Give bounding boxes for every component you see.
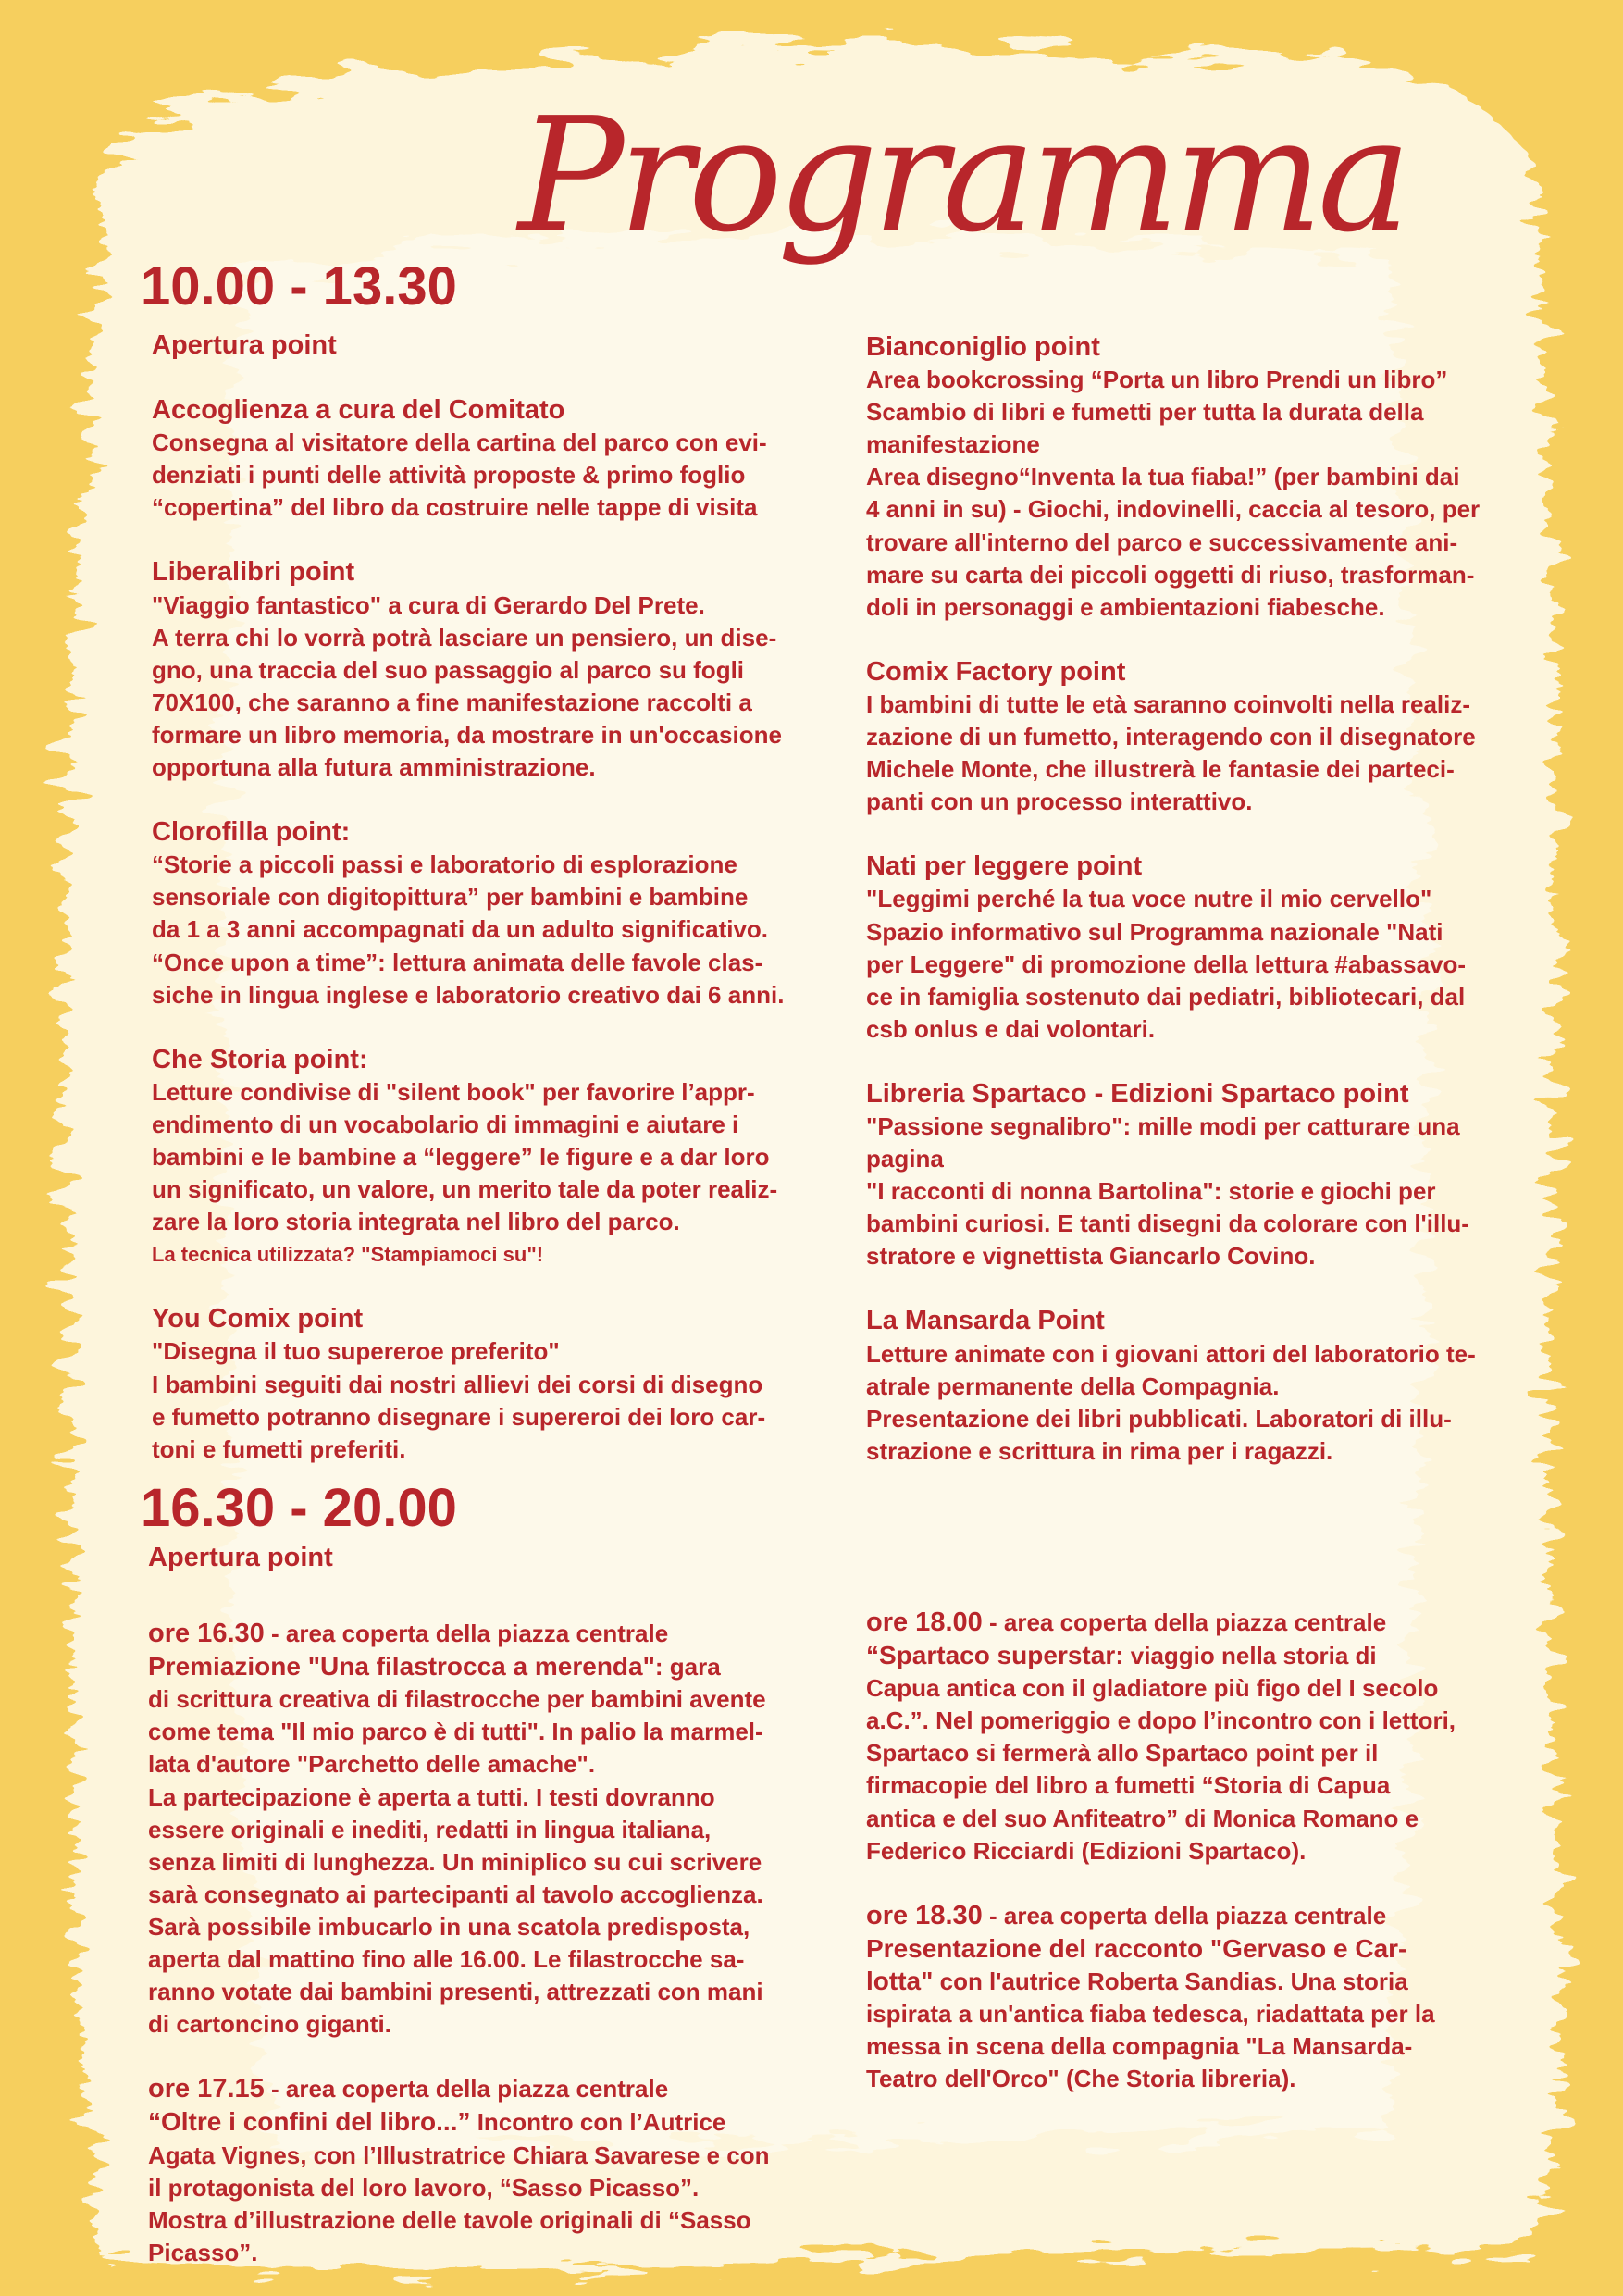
section-line: “Once upon a time”: lettura animata delle favole clas-: [152, 948, 763, 976]
section-line: Scambio di libri e fumetti per tutta la durata della: [866, 398, 1424, 427]
section-line: denziati i punti delle attività proposte & primo foglio: [152, 461, 746, 490]
event-line: senza limiti di lunghezza. Un miniplico su cui scrivere: [148, 1847, 762, 1876]
event-time: ore 17.15: [148, 2074, 265, 2104]
section-line: 70X100, che saranno a fine manifestazione raccolti a: [152, 688, 752, 716]
section-line: stratore e vignettista Giancarlo Covino.: [866, 1242, 1316, 1271]
section-line: "Leggimi perché la tua voce nutre il mio cervello": [866, 885, 1432, 913]
section-line: Spazio informativo sul Programma nazionale "Nati: [866, 917, 1443, 946]
event-place: - area coperta della piazza centrale: [264, 2075, 669, 2104]
section-line: “copertina” del libro da costruire nelle tappe di visita: [152, 493, 758, 522]
afternoon-time: 16.30 - 20.00: [141, 1478, 457, 1538]
section-line: mare su carta dei piccoli oggetti di riuso, trasforman-: [866, 560, 1475, 589]
section-line: sensoriale con digitopittura” per bambini e bambine: [152, 883, 749, 912]
section-line: doli in personaggi e ambientazioni fiabesche.: [866, 592, 1385, 621]
section-heading: Nati per leggere point: [866, 851, 1143, 882]
event-line: Mostra d’illustrazione delle tavole originali di “Sasso: [148, 2205, 751, 2234]
section-line: opportuna alla futura amministrazione.: [152, 753, 596, 782]
event-line: Spartaco si fermerà allo Spartaco point per il: [866, 1739, 1379, 1768]
morning-left-column: [152, 329, 855, 1466]
morning-right-column: [866, 331, 1551, 1468]
section-line: strazione e scrittura in rima per i ragazzi.: [866, 1436, 1333, 1465]
section-heading: Comix Factory point: [866, 656, 1126, 687]
section-line: un significato, un valore, un merito tale da poter realiz-: [152, 1175, 778, 1204]
event-line: come tema "Il mio parco è di tutti". In palio la marmel-: [148, 1718, 763, 1746]
section-line: "I racconti di nonna Bartolina": storie e giochi per: [866, 1177, 1436, 1206]
event-time: ore 18.00: [866, 1607, 983, 1637]
event-line: lata d'autore "Parchetto delle amache".: [148, 1750, 596, 1779]
section-line: Area disegno“Inventa la tua fiaba!” (per bambini dai: [866, 463, 1460, 491]
event-line: aperta dal mattino fino alle 16.00. Le filastrocche sa-: [148, 1945, 745, 1974]
section-line: toni e fumetti preferiti.: [152, 1434, 406, 1463]
event-line: ispirata a un'antica fiaba tedesca, riadattata per la: [866, 2000, 1435, 2029]
section-heading: Accoglienza a cura del Comitato: [152, 395, 565, 426]
event-line: ranno votate dai bambini presenti, attrezzati con mani: [148, 1978, 763, 2006]
section-line: Michele Monte, che illustrerà le fantasie dei parteci-: [866, 755, 1455, 784]
event-line: messa in scena della compagnia "La Mansarda-: [866, 2032, 1413, 2061]
event-title-tail: con l'autrice Roberta Sandias. Una storia: [933, 1967, 1408, 1995]
section-line: formare un libro memoria, da mostrare in un'occasione: [152, 720, 782, 749]
event-line: Capua antica con il gladiatore più figo del I secolo: [866, 1674, 1439, 1703]
section-line: bambini e le bambine a “leggere” le figure e a dar loro: [152, 1142, 770, 1171]
section-line: I bambini di tutte le età saranno coinvolti nella realiz-: [866, 689, 1471, 718]
section-heading: Libreria Spartaco - Edizioni Spartaco point: [866, 1078, 1409, 1109]
event-line: Picasso”.: [148, 2238, 258, 2266]
event-line: Sarà possibile imbucarlo in una scatola predisposta,: [148, 1912, 750, 1941]
section-line: zare la loro storia integrata nel libro del parco.: [152, 1208, 680, 1236]
event-title: “Oltre i confini del libro...”: [148, 2107, 471, 2137]
section-heading: Clorofilla point:: [152, 817, 351, 848]
event-place: - area coperta della piazza centrale: [982, 1608, 1387, 1636]
section-line: "Disegna il tuo supereroe preferito": [152, 1337, 560, 1366]
event-line: firmacopie del libro a fumetti “Storia di Capua: [866, 1771, 1391, 1800]
section-line: bambini curiosi. E tanti disegni da colorare con l'illu-: [866, 1210, 1469, 1238]
event-place: - area coperta della piazza centrale: [982, 1901, 1387, 1930]
event-title-tail: : gara: [654, 1653, 721, 1682]
section-line: ce in famiglia sostenuto dai pediatri, bibliotecari, dal: [866, 982, 1466, 1011]
event-time: ore 16.30: [148, 1619, 265, 1649]
section-line: manifestazione: [866, 430, 1040, 459]
event-line: il protagonista del loro lavoro, “Sasso Picasso”.: [148, 2173, 700, 2202]
section-heading: Liberalibri point: [152, 557, 355, 588]
section-line: "Viaggio fantastico" a cura di Gerardo Del Prete.: [152, 590, 705, 619]
section-line: per Leggere" di promozione della lettura #abassavo-: [866, 949, 1467, 978]
event-title: “Spartaco superstar:: [866, 1641, 1124, 1670]
event-title: Premiazione "Una filastrocca a merenda": [148, 1652, 655, 1682]
event-place: - area coperta della piazza centrale: [264, 1620, 669, 1648]
section-heading: Bianconiglio point: [866, 332, 1100, 362]
section-note: La tecnica utilizzata? "Stampiamoci su"!: [152, 1243, 544, 1267]
event-title-tail: viaggio nella storia di: [1123, 1642, 1377, 1670]
event-line: Federico Ricciardi (Edizioni Spartaco).: [866, 1836, 1307, 1865]
event-time: ore 18.30: [866, 1900, 983, 1930]
section-line: Area bookcrossing “Porta un libro Prendi un libro”: [866, 366, 1448, 394]
afternoon-opening: Apertura point: [148, 1543, 333, 1572]
section-line: da 1 a 3 anni accompagnati da un adulto significativo.: [152, 915, 769, 944]
section-line: Letture animate con i giovani attori del laboratorio te-: [866, 1339, 1476, 1368]
event-line: Agata Vignes, con l’Illustratrice Chiara Savarese e con: [148, 2141, 770, 2169]
section-line: gno, una traccia del suo passaggio al parco su fogli: [152, 655, 745, 684]
section-heading: Che Storia point:: [152, 1044, 368, 1074]
afternoon-right-column: [866, 1607, 1551, 2095]
section-line: csb onlus e dai volontari.: [866, 1014, 1156, 1043]
section-line: I bambini seguiti dai nostri allievi dei corsi di disegno: [152, 1370, 763, 1398]
event-title: Presentazione del racconto "Gervaso e Car-: [866, 1933, 1407, 1963]
section-heading: La Mansarda Point: [866, 1306, 1105, 1336]
section-line: zazione di un fumetto, interagendo con il disegnatore: [866, 723, 1476, 751]
event-line: La partecipazione è aperta a tutti. I testi dovranno: [148, 1782, 715, 1811]
section-line: atrale permanente della Compagnia.: [866, 1371, 1280, 1400]
section-line: Letture condivise di "silent book" per favorire l’appr-: [152, 1077, 755, 1106]
page-title: Programma: [518, 84, 1406, 267]
afternoon-left-column: [148, 1542, 851, 2269]
section-line: trovare all'interno del parco e successivamente ani-: [866, 527, 1458, 556]
section-line: Presentazione dei libri pubblicati. Laboratori di illu-: [866, 1404, 1452, 1433]
event-line: di cartoncino giganti.: [148, 2010, 391, 2039]
event-line: di scrittura creativa di filastrocche per bambini avente: [148, 1685, 766, 1714]
section-line: endimento di un vocabolario di immagini e aiutare i: [152, 1110, 739, 1138]
section-line: "Passione segnalibro": mille modi per catturare una: [866, 1111, 1460, 1140]
event-title: lotta": [866, 1966, 934, 1995]
event-line: essere originali e inediti, redatti in lingua italiana,: [148, 1815, 712, 1843]
event-line: a.C.”. Nel pomeriggio e dopo l’incontro con i lettori,: [866, 1706, 1456, 1735]
section-line: 4 anni in su) - Giochi, indovinelli, caccia al tesoro, per: [866, 495, 1481, 524]
event-line: sarà consegnato ai partecipanti al tavolo accoglienza.: [148, 1880, 763, 1908]
morning-time: 10.00 - 13.30: [141, 256, 457, 316]
section-line: pagina: [866, 1145, 944, 1173]
section-line: panti con un processo interattivo.: [866, 788, 1253, 816]
section-line: A terra chi lo vorrà potrà lasciare un pensiero, un dise-: [152, 623, 777, 652]
event-line: Teatro dell'Orco" (Che Storia libreria).: [866, 2065, 1296, 2093]
section-heading: You Comix point: [152, 1304, 364, 1334]
section-line: e fumetto potranno disegnare i supereroi dei loro car-: [152, 1402, 766, 1431]
section-line: “Storie a piccoli passi e laboratorio di esplorazione: [152, 850, 737, 879]
event-line: antica e del suo Anfiteatro” di Monica Romano e: [866, 1804, 1419, 1832]
event-title-tail: Incontro con l’Autrice: [470, 2108, 726, 2137]
morning-opening: Apertura point: [152, 330, 337, 360]
section-line: Consegna al visitatore della cartina del parco con evi-: [152, 428, 767, 457]
section-line: siche in lingua inglese e laboratorio creativo dai 6 anni.: [152, 980, 785, 1009]
